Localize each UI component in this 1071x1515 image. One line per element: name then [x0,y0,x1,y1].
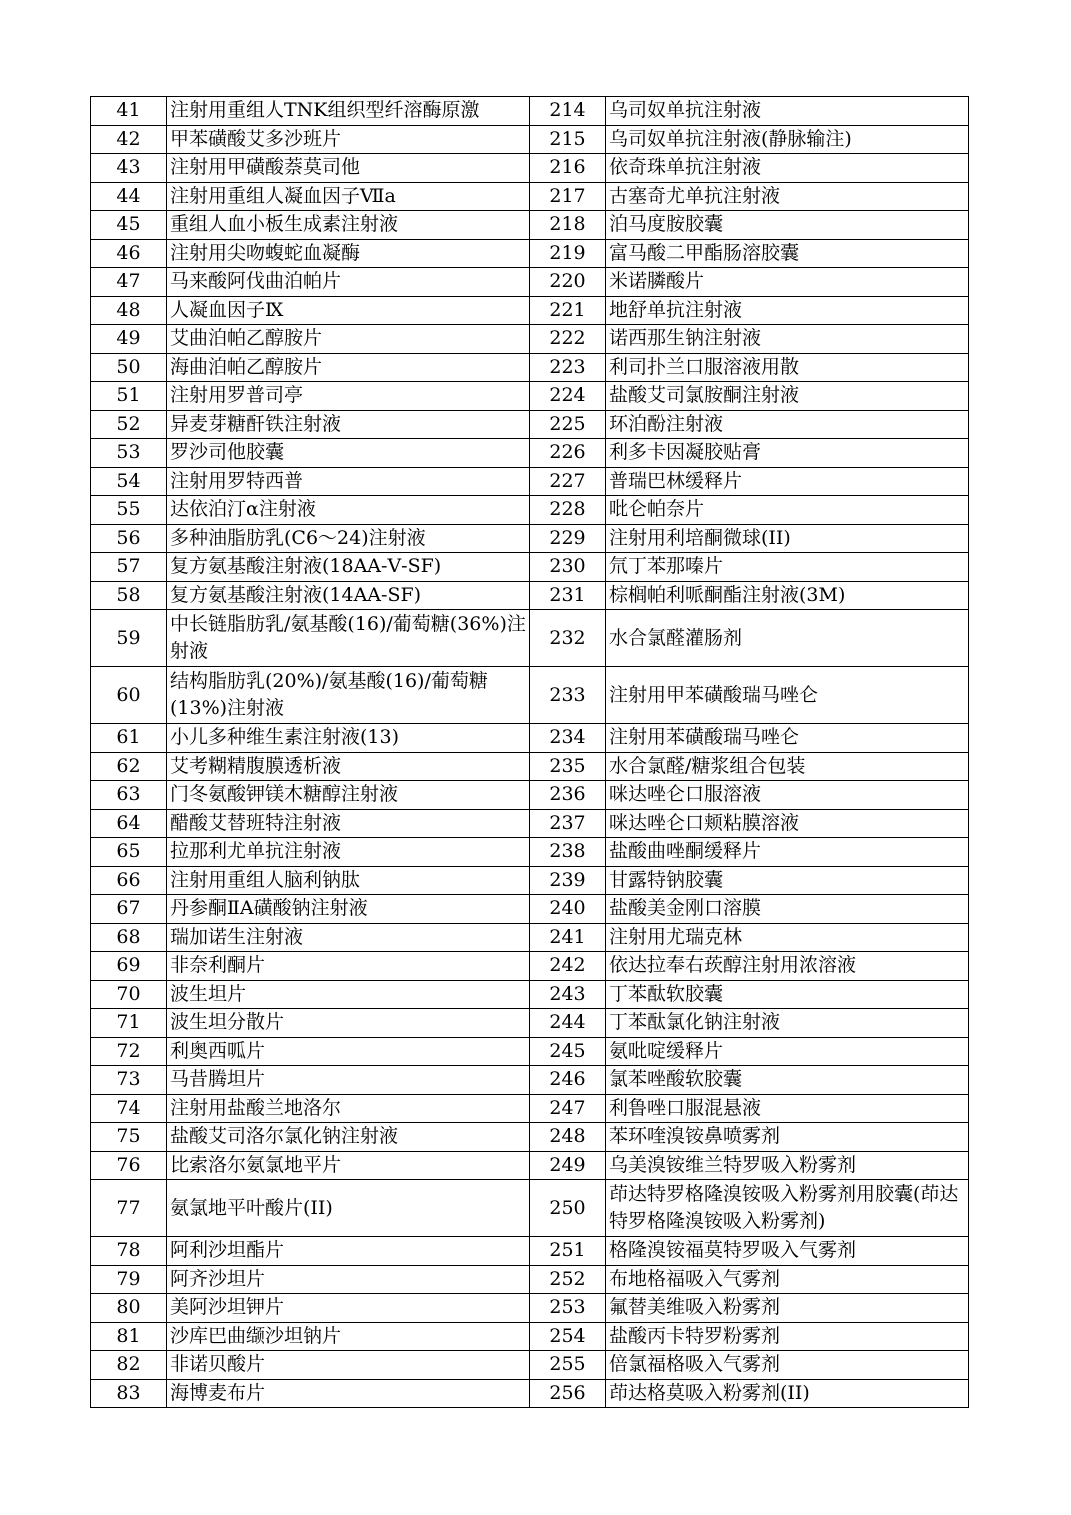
drug-name-left: 醋酸艾替班特注射液 [167,809,530,838]
drug-name-left: 达依泊汀α注射液 [167,496,530,525]
table-row [91,667,969,724]
drug-name-left: 人凝血因子Ⅸ [167,296,530,325]
drug-name-right: 甘露特钠胶囊 [606,866,969,895]
drug-name-right: 利司扑兰口服溶液用散 [606,353,969,382]
drug-name-left: 沙库巴曲缬沙坦钠片 [167,1322,530,1351]
row-number-right: 234 [530,724,606,753]
drug-name-right: 环泊酚注射液 [606,410,969,439]
table-row [91,923,969,952]
drug-name-right: 氯苯唑酸软胶囊 [606,1066,969,1095]
row-number-right: 249 [530,1151,606,1180]
row-number-left: 63 [91,781,167,810]
table-row [91,296,969,325]
drug-name-left: 异麦芽糖酐铁注射液 [167,410,530,439]
table-row [91,610,969,667]
row-number-right: 255 [530,1351,606,1380]
drug-name-right: 格隆溴铵福莫特罗吸入气雾剂 [606,1237,969,1266]
drug-name-right: 依达拉奉右莰醇注射用浓溶液 [606,952,969,981]
row-number-right: 219 [530,239,606,268]
row-number-left: 42 [91,125,167,154]
drug-name-left: 拉那利尤单抗注射液 [167,838,530,867]
table-row [91,410,969,439]
row-number-right: 225 [530,410,606,439]
row-number-right: 224 [530,382,606,411]
drug-name-left: 注射用盐酸兰地洛尔 [167,1094,530,1123]
table-row [91,154,969,183]
table-row [91,1151,969,1180]
drug-name-left: 多种油脂肪乳(C6～24)注射液 [167,524,530,553]
row-number-left: 62 [91,752,167,781]
row-number-right: 240 [530,895,606,924]
row-number-left: 55 [91,496,167,525]
row-number-right: 218 [530,211,606,240]
drug-name-right: 倍氯福格吸入气雾剂 [606,1351,969,1380]
drug-name-left: 波生坦片 [167,980,530,1009]
row-number-right: 247 [530,1094,606,1123]
row-number-right: 230 [530,553,606,582]
row-number-left: 81 [91,1322,167,1351]
table-row [91,980,969,1009]
row-number-right: 229 [530,524,606,553]
row-number-right: 235 [530,752,606,781]
drug-name-left: 非奈利酮片 [167,952,530,981]
drug-name-left: 注射用罗普司亭 [167,382,530,411]
row-number-right: 252 [530,1265,606,1294]
row-number-left: 43 [91,154,167,183]
table-row [91,1180,969,1237]
row-number-right: 244 [530,1009,606,1038]
table-row [91,895,969,924]
table-row [91,866,969,895]
drug-name-right: 米诺膦酸片 [606,268,969,297]
row-number-left: 41 [91,97,167,126]
table-row [91,353,969,382]
row-number-left: 78 [91,1237,167,1266]
row-number-right: 220 [530,268,606,297]
drug-name-right: 茚达特罗格隆溴铵吸入粉雾剂用胶囊(茚达特罗格隆溴铵吸入粉雾剂) [606,1180,969,1237]
drug-name-right: 丁苯酞氯化钠注射液 [606,1009,969,1038]
drug-name-left: 甲苯磺酸艾多沙班片 [167,125,530,154]
row-number-left: 53 [91,439,167,468]
drug-name-right: 氟替美维吸入粉雾剂 [606,1294,969,1323]
drug-name-left: 复方氨基酸注射液(14AA-SF) [167,581,530,610]
row-number-right: 236 [530,781,606,810]
row-number-left: 48 [91,296,167,325]
row-number-right: 237 [530,809,606,838]
row-number-left: 49 [91,325,167,354]
drug-name-left: 利奥西呱片 [167,1037,530,1066]
table-row [91,1294,969,1323]
row-number-right: 233 [530,667,606,724]
row-number-left: 72 [91,1037,167,1066]
row-number-right: 216 [530,154,606,183]
drug-name-left: 艾曲泊帕乙醇胺片 [167,325,530,354]
row-number-left: 50 [91,353,167,382]
row-number-left: 58 [91,581,167,610]
drug-name-right: 古塞奇尤单抗注射液 [606,182,969,211]
drug-name-left: 门冬氨酸钾镁木糖醇注射液 [167,781,530,810]
row-number-left: 65 [91,838,167,867]
row-number-left: 80 [91,1294,167,1323]
row-number-right: 245 [530,1037,606,1066]
drug-name-right: 咪达唑仑口颊粘膜溶液 [606,809,969,838]
table-row [91,382,969,411]
row-number-left: 79 [91,1265,167,1294]
drug-name-left: 复方氨基酸注射液(18AA-Ⅴ-SF) [167,553,530,582]
row-number-right: 246 [530,1066,606,1095]
table-row [91,1351,969,1380]
drug-list-page [90,96,968,1408]
row-number-right: 232 [530,610,606,667]
row-number-right: 223 [530,353,606,382]
row-number-right: 238 [530,838,606,867]
row-number-right: 241 [530,923,606,952]
table-row [91,524,969,553]
drug-name-right: 利多卡因凝胶贴膏 [606,439,969,468]
drug-name-left: 海曲泊帕乙醇胺片 [167,353,530,382]
table-row [91,1066,969,1095]
drug-name-right: 吡仑帕奈片 [606,496,969,525]
drug-name-right: 普瑞巴林缓释片 [606,467,969,496]
table-row [91,553,969,582]
drug-name-right: 盐酸美金刚口溶膜 [606,895,969,924]
row-number-left: 68 [91,923,167,952]
drug-table [90,96,969,1408]
row-number-right: 243 [530,980,606,1009]
drug-name-right: 布地格福吸入气雾剂 [606,1265,969,1294]
table-row [91,581,969,610]
table-row [91,1009,969,1038]
drug-name-right: 苯环喹溴铵鼻喷雾剂 [606,1123,969,1152]
drug-name-left: 阿齐沙坦片 [167,1265,530,1294]
table-row [91,809,969,838]
row-number-left: 56 [91,524,167,553]
drug-name-left: 中长链脂肪乳/氨基酸(16)/葡萄糖(36%)注射液 [167,610,530,667]
drug-name-left: 注射用重组人凝血因子Ⅶa [167,182,530,211]
drug-name-left: 注射用重组人TNK组织型纤溶酶原激 [167,97,530,126]
drug-name-right: 注射用利培酮微球(II) [606,524,969,553]
table-row [91,1094,969,1123]
row-number-left: 67 [91,895,167,924]
row-number-left: 73 [91,1066,167,1095]
drug-name-right: 乌司奴单抗注射液 [606,97,969,126]
table-row [91,1037,969,1066]
drug-name-right: 棕榈帕利哌酮酯注射液(3M) [606,581,969,610]
table-row [91,1237,969,1266]
drug-name-right: 注射用尤瑞克林 [606,923,969,952]
drug-name-right: 乌司奴单抗注射液(静脉输注) [606,125,969,154]
table-row [91,952,969,981]
table-row [91,1265,969,1294]
row-number-left: 82 [91,1351,167,1380]
drug-name-left: 马昔腾坦片 [167,1066,530,1095]
row-number-left: 45 [91,211,167,240]
row-number-right: 221 [530,296,606,325]
drug-name-right: 注射用甲苯磺酸瑞马唑仑 [606,667,969,724]
drug-name-left: 丹参酮ⅡA磺酸钠注射液 [167,895,530,924]
table-row [91,239,969,268]
drug-name-right: 咪达唑仑口服溶液 [606,781,969,810]
table-row [91,97,969,126]
drug-name-left: 波生坦分散片 [167,1009,530,1038]
row-number-left: 46 [91,239,167,268]
drug-name-left: 阿利沙坦酯片 [167,1237,530,1266]
drug-name-right: 氨吡啶缓释片 [606,1037,969,1066]
row-number-left: 54 [91,467,167,496]
drug-name-right: 乌美溴铵维兰特罗吸入粉雾剂 [606,1151,969,1180]
row-number-left: 76 [91,1151,167,1180]
drug-name-left: 小儿多种维生素注射液(13) [167,724,530,753]
drug-name-left: 瑞加诺生注射液 [167,923,530,952]
drug-name-right: 地舒单抗注射液 [606,296,969,325]
table-row [91,1322,969,1351]
drug-name-right: 泊马度胺胶囊 [606,211,969,240]
drug-name-left: 重组人血小板生成素注射液 [167,211,530,240]
drug-name-left: 艾考糊精腹膜透析液 [167,752,530,781]
row-number-right: 231 [530,581,606,610]
drug-name-right: 茚达格莫吸入粉雾剂(II) [606,1379,969,1408]
table-row [91,1379,969,1408]
row-number-left: 47 [91,268,167,297]
drug-name-right: 富马酸二甲酯肠溶胶囊 [606,239,969,268]
row-number-left: 70 [91,980,167,1009]
drug-name-right: 盐酸丙卡特罗粉雾剂 [606,1322,969,1351]
table-row [91,724,969,753]
drug-name-right: 丁苯酞软胶囊 [606,980,969,1009]
table-row [91,182,969,211]
row-number-right: 215 [530,125,606,154]
table-row [91,325,969,354]
table-row [91,467,969,496]
drug-name-left: 氨氯地平叶酸片(II) [167,1180,530,1237]
drug-name-right: 利鲁唑口服混悬液 [606,1094,969,1123]
drug-name-right: 诺西那生钠注射液 [606,325,969,354]
table-row [91,268,969,297]
drug-name-left: 比索洛尔氨氯地平片 [167,1151,530,1180]
drug-name-left: 马来酸阿伐曲泊帕片 [167,268,530,297]
row-number-right: 248 [530,1123,606,1152]
row-number-right: 242 [530,952,606,981]
drug-name-left: 注射用尖吻蝮蛇血凝酶 [167,239,530,268]
drug-name-left: 海博麦布片 [167,1379,530,1408]
table-row [91,496,969,525]
row-number-left: 57 [91,553,167,582]
table-row [91,752,969,781]
row-number-right: 253 [530,1294,606,1323]
table-row [91,1123,969,1152]
row-number-left: 44 [91,182,167,211]
row-number-right: 251 [530,1237,606,1266]
table-row [91,838,969,867]
drug-name-left: 盐酸艾司洛尔氯化钠注射液 [167,1123,530,1152]
row-number-right: 227 [530,467,606,496]
row-number-right: 217 [530,182,606,211]
drug-name-left: 非诺贝酸片 [167,1351,530,1380]
row-number-right: 228 [530,496,606,525]
row-number-right: 222 [530,325,606,354]
drug-name-right: 氘丁苯那嗪片 [606,553,969,582]
drug-name-right: 注射用苯磺酸瑞马唑仑 [606,724,969,753]
row-number-right: 239 [530,866,606,895]
row-number-left: 52 [91,410,167,439]
drug-name-left: 注射用重组人脑利钠肽 [167,866,530,895]
row-number-left: 60 [91,667,167,724]
row-number-left: 69 [91,952,167,981]
table-row [91,439,969,468]
row-number-left: 74 [91,1094,167,1123]
drug-name-left: 结构脂肪乳(20%)/氨基酸(16)/葡萄糖(13%)注射液 [167,667,530,724]
row-number-left: 77 [91,1180,167,1237]
drug-name-left: 注射用甲磺酸萘莫司他 [167,154,530,183]
row-number-right: 250 [530,1180,606,1237]
drug-name-left: 美阿沙坦钾片 [167,1294,530,1323]
table-row [91,125,969,154]
row-number-left: 51 [91,382,167,411]
drug-name-right: 盐酸艾司氯胺酮注射液 [606,382,969,411]
row-number-left: 71 [91,1009,167,1038]
row-number-left: 59 [91,610,167,667]
drug-name-right: 水合氯醛灌肠剂 [606,610,969,667]
drug-name-left: 注射用罗特西普 [167,467,530,496]
drug-name-left: 罗沙司他胶囊 [167,439,530,468]
table-row [91,211,969,240]
row-number-right: 214 [530,97,606,126]
row-number-right: 254 [530,1322,606,1351]
drug-name-right: 盐酸曲唑酮缓释片 [606,838,969,867]
row-number-left: 83 [91,1379,167,1408]
drug-name-right: 依奇珠单抗注射液 [606,154,969,183]
row-number-left: 61 [91,724,167,753]
drug-name-right: 水合氯醛/糖浆组合包装 [606,752,969,781]
row-number-right: 256 [530,1379,606,1408]
drug-table-body [91,97,969,1408]
row-number-left: 66 [91,866,167,895]
row-number-right: 226 [530,439,606,468]
table-row [91,781,969,810]
row-number-left: 75 [91,1123,167,1152]
row-number-left: 64 [91,809,167,838]
